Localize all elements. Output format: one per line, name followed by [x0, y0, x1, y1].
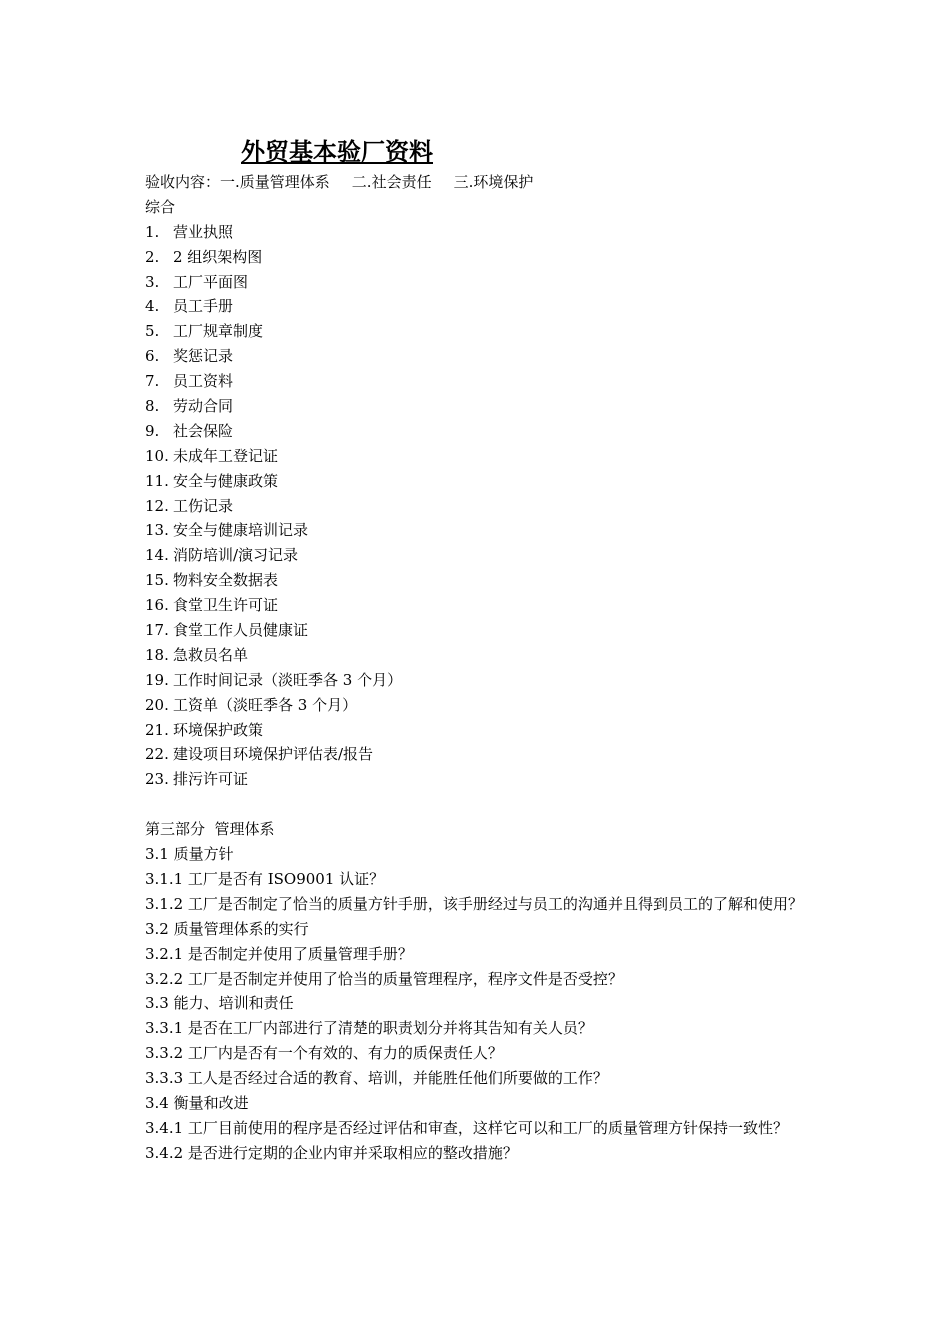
- document-list: [145, 220, 815, 792]
- subsection-heading: 3.2 质量管理体系的实行: [145, 919, 309, 938]
- list-item: [145, 718, 815, 743]
- list-item: [145, 394, 815, 419]
- section-general-heading: 综合: [145, 197, 176, 216]
- item-text: 营业执照: [173, 222, 234, 241]
- item-text: 劳动合同: [173, 397, 234, 416]
- question-line: 3.3.1 是否在工厂内部进行了清楚的职责划分并将其告知有关人员？: [145, 1019, 593, 1038]
- item-text: 急救员名单: [173, 645, 249, 664]
- part3-body: [145, 842, 815, 1166]
- item-number: 20.: [145, 695, 169, 714]
- list-item: [145, 543, 815, 568]
- item-number: 11.: [145, 471, 169, 490]
- list-item: [145, 643, 815, 668]
- item-number: 19.: [145, 670, 169, 689]
- item-text: 物料安全数据表: [173, 571, 279, 590]
- list-item: [145, 518, 815, 543]
- list-item: [145, 767, 815, 792]
- question-line: 3.2.2 工厂是否制定并使用了恰当的质量管理程序，程序文件是否受控？: [145, 969, 623, 988]
- list-item: [145, 668, 815, 693]
- question-line: 3.3.2 工厂内是否有一个有效的、有力的质保责任人？: [145, 1044, 503, 1063]
- intro-line: [145, 170, 815, 195]
- item-text: 环境保护政策: [173, 720, 264, 739]
- item-text: 工资单（淡旺季各 3 个月）: [173, 695, 358, 714]
- item-text: 安全与健康培训记录: [173, 521, 309, 540]
- item-number: 21.: [145, 720, 169, 739]
- item-number: 6.: [145, 347, 160, 366]
- item-text: 安全与健康政策: [173, 471, 279, 490]
- item-text: 员工资料: [173, 372, 234, 391]
- list-item: [145, 319, 815, 344]
- intro-part-2: 二.社会责任: [351, 173, 432, 191]
- item-number: 10.: [145, 446, 169, 465]
- item-number: 17.: [145, 621, 169, 640]
- spacer: [145, 792, 815, 817]
- item-text: 工作时间记录（淡旺季各 3 个月）: [173, 670, 403, 689]
- document-page: [145, 134, 815, 1166]
- item-text: 排污许可证: [173, 770, 249, 789]
- question-line: 3.4.1 工厂目前使用的程序是否经过评估和审查，这样它可以和工厂的质量管理方针保持一致性？: [145, 1118, 788, 1137]
- item-number: 7.: [145, 372, 160, 391]
- question-line: 3.4.2 是否进行定期的企业内审并采取相应的整改措施？: [145, 1143, 518, 1162]
- document-title: 外贸基本验厂资料: [241, 137, 433, 166]
- list-item: [145, 693, 815, 718]
- item-text: 奖惩记录: [173, 347, 234, 366]
- item-text: 建设项目环境保护评估表/报告: [173, 745, 374, 764]
- intro-part-3: 三.环境保护: [453, 173, 534, 191]
- item-text: 2 组织架构图: [173, 247, 263, 266]
- list-item: [145, 419, 815, 444]
- item-number: 9.: [145, 421, 160, 440]
- item-text: 工厂规章制度: [173, 322, 264, 341]
- item-text: 社会保险: [173, 421, 234, 440]
- question-line: 3.1.2 工厂是否制定了恰当的质量方针手册，该手册经过与员工的沟通并且得到员工的了解和使用？: [145, 894, 803, 913]
- item-number: 12.: [145, 496, 169, 515]
- list-item: [145, 494, 815, 519]
- item-text: 未成年工登记证: [173, 446, 279, 465]
- question-line: 3.3.3 工人是否经过合适的教育、培训，并能胜任他们所要做的工作？: [145, 1069, 608, 1088]
- item-number: 1.: [145, 222, 160, 241]
- item-text: 员工手册: [173, 297, 234, 316]
- item-text: 工伤记录: [173, 496, 234, 515]
- list-item: [145, 593, 815, 618]
- question-line: 3.1.1 工厂是否有 ISO9001 认证？: [145, 869, 385, 888]
- list-item: [145, 294, 815, 319]
- item-number: 3.: [145, 272, 160, 291]
- list-item: [145, 220, 815, 245]
- list-item: [145, 618, 815, 643]
- list-item: [145, 742, 815, 767]
- item-number: 23.: [145, 770, 169, 789]
- subsection-heading: 3.3 能力、培训和责任: [145, 994, 294, 1013]
- part3-heading: 第三部分 管理体系: [145, 820, 275, 839]
- intro-label: 验收内容：: [145, 173, 221, 191]
- item-text: 食堂工作人员健康证: [173, 621, 309, 640]
- list-item: [145, 469, 815, 494]
- item-number: 22.: [145, 745, 169, 764]
- list-item: [145, 344, 815, 369]
- item-text: 食堂卫生许可证: [173, 596, 279, 615]
- item-number: 4.: [145, 297, 160, 316]
- subsection-heading: 3.4 衡量和改进: [145, 1093, 249, 1112]
- item-number: 2.: [145, 247, 160, 266]
- list-item: [145, 245, 815, 270]
- intro-part-1: 一.质量管理体系: [220, 173, 330, 191]
- item-number: 16.: [145, 596, 169, 615]
- item-number: 14.: [145, 546, 169, 565]
- list-item: [145, 369, 815, 394]
- item-number: 5.: [145, 322, 160, 341]
- item-number: 15.: [145, 571, 169, 590]
- subsection-heading: 3.1 质量方针: [145, 845, 234, 864]
- item-text: 消防培训/演习记录: [173, 546, 299, 565]
- list-item: [145, 444, 815, 469]
- item-number: 13.: [145, 521, 169, 540]
- list-item: [145, 270, 815, 295]
- question-line: 3.2.1 是否制定并使用了质量管理手册？: [145, 944, 413, 963]
- item-number: 18.: [145, 645, 169, 664]
- item-number: 8.: [145, 397, 160, 416]
- item-text: 工厂平面图: [173, 272, 249, 291]
- list-item: [145, 568, 815, 593]
